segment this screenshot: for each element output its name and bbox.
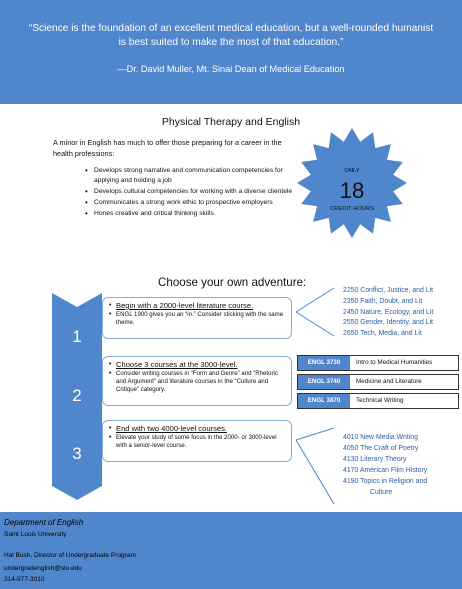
list-item: 4170 American Film History: [343, 467, 428, 474]
course-code: ENGL 3740: [298, 375, 350, 389]
badge-number: 18: [339, 178, 365, 203]
list-item: • Hones creative and critical thinking skills: [94, 209, 294, 219]
step-1-box: [102, 297, 292, 339]
list-item: 4190 Topics in Religion and: [343, 478, 428, 485]
course-row: [297, 374, 459, 390]
step-3-box: [102, 420, 292, 462]
quote-attribution: —Dr. David Muller, Mt. Sinai Dean of Medical Education: [117, 64, 345, 74]
list-item: Culture: [370, 489, 393, 496]
header-banner: [0, 0, 462, 104]
step-2-box: [102, 356, 292, 406]
list-item: • Develops cultural competencies for working with a diverse clientele: [94, 187, 294, 197]
list-item: 4130 Literary Theory: [343, 456, 407, 463]
course-name: Medicine and Literature: [356, 378, 422, 385]
footer-department: Department of English: [4, 518, 84, 527]
step-3-sub: • Elevate your study of some focus in the 2000- or 3000-level with a senior-level course.: [109, 434, 285, 450]
list-item: 2250 Conflict, Justice, and Lit: [343, 287, 434, 294]
badge-only: ONLY: [344, 168, 360, 174]
list-item: 2450 Nature, Ecology, and Lit: [343, 308, 434, 316]
course-code: ENGL 3730: [298, 356, 350, 370]
step-3-main: • End with two 4000-level courses.: [109, 424, 285, 434]
step-2-sub: • Consider writing courses in “Form and Genre” and “Rhetoric and Argument” and literature courses in the “Culture and Critique” category.: [109, 370, 285, 394]
step-number-3: 3: [72, 444, 82, 463]
adventure-title: Choose your own adventure:: [158, 276, 307, 289]
course-code: ENGL 3870: [298, 394, 350, 408]
intro-text: A minor in English has much to offer those preparing for a career in the health professions:: [53, 138, 282, 158]
footer-email: undergradenglish@slu.edu: [4, 565, 82, 572]
quote: “Science is the foundation of an excellent medical education, but a well-rounded humanist is best suited to make the most of that education.”: [28, 23, 434, 48]
list-item: 4010 New Media Writing: [343, 434, 418, 441]
course-name: Intro to Medical Humanities: [356, 359, 433, 366]
list-item: • Develops strong narrative and communication competencies for applying and holding a job: [94, 166, 294, 185]
course-name: Technical Writing: [356, 397, 404, 404]
list-item: 4050 The Craft of Poetry: [343, 445, 419, 452]
list-item: 2650 Tech, Media, and Lit: [343, 330, 422, 338]
footer-phone: 314-977-3010: [4, 576, 45, 583]
course-row: [297, 393, 459, 409]
level-4000-courses: [343, 432, 427, 498]
level-2000-courses: [343, 286, 433, 340]
course-row: [297, 355, 459, 371]
section-title: Physical Therapy and English: [161, 116, 301, 128]
bracket-2000-icon: [294, 286, 338, 338]
footer-director: Hal Bush, Director of Undergraduate Program: [4, 552, 136, 559]
step-number-1: 1: [72, 327, 82, 346]
list-item: 2350 Faith, Doubt, and Lit: [343, 297, 423, 305]
step-1-sub: • ENGL 1900 gives you an “in.” Consider sticking with the same theme.: [109, 311, 285, 327]
bracket-4000-icon: [294, 426, 338, 506]
list-item: • Communicates a strong work ethic to prospective employers: [94, 198, 294, 208]
step-1-main: • Begin with a 2000-level literature course.: [109, 301, 285, 311]
step-number-2: 2: [72, 386, 82, 405]
badge-label: CREDIT HOURS: [329, 206, 375, 212]
benefits-list: [94, 166, 294, 220]
step-2-main: • Choose 3 courses at the 3000-level.: [109, 360, 285, 370]
footer: [0, 512, 462, 589]
footer-university: Saint Louis University: [4, 531, 67, 538]
list-item: 2550 Gender, Identity, and Lit: [343, 319, 433, 327]
